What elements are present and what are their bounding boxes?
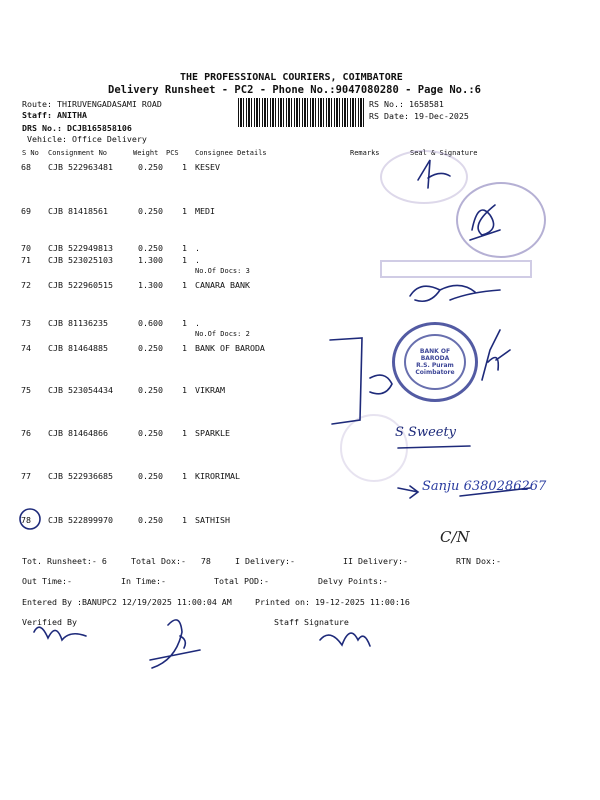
row-pcs: 1: [182, 255, 187, 265]
ii-delivery: II Delivery:-: [343, 556, 408, 566]
row-sno: 76: [21, 428, 31, 438]
row-pcs: 1: [182, 428, 187, 438]
row-consignee: SPARKLE: [195, 428, 230, 438]
row-consignment-no: CJB 522963481: [48, 162, 113, 172]
circle-mark: [370, 375, 392, 394]
row-weight: 0.250: [138, 243, 163, 253]
col-consignee: Consignee Details: [195, 149, 267, 157]
row-consignee: .: [195, 243, 200, 253]
row-consignee: .: [195, 255, 200, 265]
out-time: Out Time:-: [22, 576, 72, 586]
row-sno: 77: [21, 471, 31, 481]
stamp-bank-name: BANK OF BARODA: [419, 348, 451, 362]
printed-on: Printed on: 19-12-2025 11:00:16: [255, 597, 410, 607]
verified-by-label: Verified By: [22, 617, 77, 627]
row-doc-count: No.Of Docs: 2: [195, 330, 250, 338]
row-weight: 0.250: [138, 206, 163, 216]
runsheet-title: Delivery Runsheet - PC2 - Phone No.:9047080280 - Page No.:6: [108, 84, 481, 96]
total-pod: Total POD:-: [214, 576, 269, 586]
row-weight: 0.250: [138, 385, 163, 395]
office-stamp-round: [456, 182, 546, 258]
signature-verified: [34, 627, 86, 640]
row-sno: 69: [21, 206, 31, 216]
row-consignment-no: CJB 81136235: [48, 318, 108, 328]
row-consignee: MEDI: [195, 206, 215, 216]
col-sno: S No: [22, 149, 39, 157]
row-weight: 0.250: [138, 515, 163, 525]
row-doc-count: No.Of Docs: 3: [195, 267, 250, 275]
row-pcs: 1: [182, 471, 187, 481]
row-pcs: 1: [182, 280, 187, 290]
row-consignee: CANARA BANK: [195, 280, 250, 290]
bracket-mark: [330, 338, 362, 424]
col-seal-signature: Seal & Signature: [410, 149, 478, 157]
row-sno: 70: [21, 243, 31, 253]
entered-by: Entered By :BANUPC2 12/19/2025 11:00:04 AM: [22, 597, 232, 607]
row-consignment-no: CJB 81464866: [48, 428, 108, 438]
col-consignment: Consignment No: [48, 149, 108, 157]
i-delivery: I Delivery:-: [235, 556, 295, 566]
row-consignment-no: CJB 522899970: [48, 515, 113, 525]
tot-runsheet: Tot. Runsheet:- 6: [22, 556, 107, 566]
row-pcs: 1: [182, 243, 187, 253]
row-sno: 75: [21, 385, 31, 395]
row-weight: 0.600: [138, 318, 163, 328]
row-consignee: KIRORIMAL: [195, 471, 240, 481]
rs-date: RS Date: 19-Dec-2025: [369, 111, 469, 121]
row-consignee: BANK OF BARODA: [195, 343, 265, 353]
row-consignment-no: CJB 81418561: [48, 206, 108, 216]
row-consignment-no: CJB 522960515: [48, 280, 113, 290]
handwritten-name-sweety: S Sweety: [395, 425, 457, 440]
route: Route: THIRUVENGADASAMI ROAD: [22, 99, 162, 109]
row-consignee: VIKRAM: [195, 385, 225, 395]
col-pcs: PCS: [166, 149, 179, 157]
row-consignee: KESEV: [195, 162, 220, 172]
row-sno: 72: [21, 280, 31, 290]
row-consignment-no: CJB 523025103: [48, 255, 113, 265]
row-consignment-no: CJB 522949813: [48, 243, 113, 253]
rs-number: RS No.: 1658581: [369, 99, 444, 109]
company-name: THE PROFESSIONAL COURIERS, COIMBATORE: [180, 72, 403, 83]
office-stamp-faded: [380, 150, 468, 204]
row-weight: 1.300: [138, 280, 163, 290]
row-pcs: 1: [182, 343, 187, 353]
row-pcs: 1: [182, 318, 187, 328]
in-time: In Time:-: [121, 576, 166, 586]
row-consignment-no: CJB 523054434: [48, 385, 113, 395]
handwritten-phone-note: Sanju 6380286267: [422, 479, 547, 494]
row-weight: 0.250: [138, 343, 163, 353]
col-remarks: Remarks: [350, 149, 380, 157]
signature-staff: [320, 633, 370, 646]
row-pcs: 1: [182, 515, 187, 525]
signature-row-74: [482, 330, 510, 380]
row-consignee: .: [195, 318, 200, 328]
row-sno: 78: [21, 515, 31, 525]
row-consignment-no: CJB 522936685: [48, 471, 113, 481]
barcode: [238, 98, 366, 127]
signature-middle: [150, 620, 200, 668]
row-weight: 0.250: [138, 162, 163, 172]
stamp-branch: R.S. Puram Coimbatore: [415, 362, 455, 376]
total-dox: Total Dox:- 78: [131, 556, 211, 566]
col-weight: Weight: [133, 149, 159, 157]
handwritten-cn: C/N: [440, 528, 470, 546]
row-sno: 71: [21, 255, 31, 265]
row-consignment-no: CJB 81464885: [48, 343, 108, 353]
row-weight: 0.250: [138, 428, 163, 438]
rtn-dox: RTN Dox:-: [456, 556, 501, 566]
bank-of-baroda-stamp: [392, 322, 478, 402]
row-sno: 73: [21, 318, 31, 328]
drs-number: DRS No.: DCJB165858106: [22, 123, 132, 133]
rectangular-stamp: [380, 260, 532, 278]
row-sno: 74: [21, 343, 31, 353]
staff-signature-label: Staff Signature: [274, 617, 349, 627]
row-pcs: 1: [182, 206, 187, 216]
row-pcs: 1: [182, 385, 187, 395]
arrow-mark: [398, 486, 418, 498]
row-weight: 1.300: [138, 255, 163, 265]
row-sno: 68: [21, 162, 31, 172]
row-consignee: SATHISH: [195, 515, 230, 525]
row-weight: 0.250: [138, 471, 163, 481]
staff: Staff: ANITHA: [22, 110, 87, 120]
delvy-points: Delvy Points:-: [318, 576, 388, 586]
vehicle: Vehicle: Office Delivery: [27, 134, 147, 144]
signature-row-72: [410, 285, 500, 301]
row-pcs: 1: [182, 162, 187, 172]
